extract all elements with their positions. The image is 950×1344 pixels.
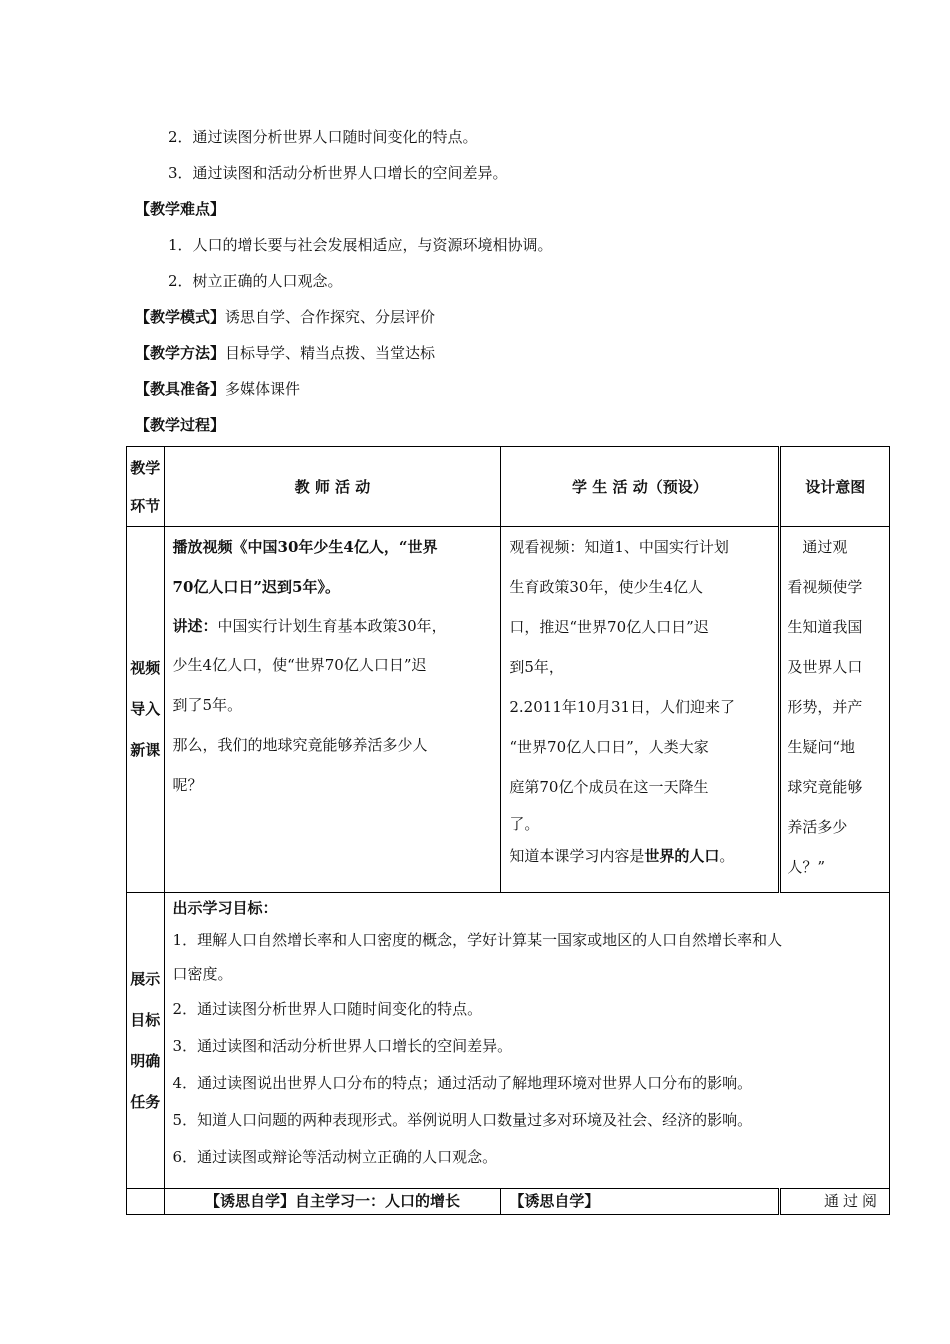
intent-line: 生知道我国 — [787, 618, 863, 636]
stage-line: 导入 — [130, 700, 161, 718]
stage-line: 明确 — [130, 1051, 161, 1070]
stage-line: 展示 — [130, 969, 161, 988]
self-study-student: 【诱思自学】 — [501, 1189, 780, 1215]
teacher-question-line: 呢？ — [172, 776, 203, 794]
objective-line: 3．通过读图和活动分析世界人口增长的空间差异。 — [172, 1037, 513, 1055]
self-study-teacher: 【诱思自学】自主学习一：人口的增长 — [164, 1189, 501, 1215]
teaching-method-value: 目标导学、精当点拨、当堂达标 — [225, 344, 436, 362]
stage-line: 新课 — [130, 741, 161, 759]
difficulty-item-2: 2．树立正确的人口观念。 — [168, 272, 343, 290]
teacher-narration-line: 中国实行计划生育基本政策30年， — [217, 617, 447, 635]
header-stage — [127, 447, 165, 527]
stage-line: 任务 — [130, 1092, 161, 1111]
student-line: “世界70亿人口日”，人类大家 — [509, 738, 709, 756]
table-row-show-objectives — [127, 893, 890, 1189]
learning-objectives-cell — [164, 893, 889, 1189]
student-summary-suffix: 。 — [719, 847, 735, 865]
teaching-tools-label: 【教具准备】 — [135, 380, 226, 398]
teacher-narration — [173, 607, 493, 645]
objectives-title: 出示学习目标： — [172, 899, 278, 917]
teacher-video-title-2: 70亿人口日”迟到5年》。 — [172, 578, 340, 596]
process-heading: 【教学过程】 — [135, 416, 226, 434]
student-line: 2.2011年10月31日，人们迎来了 — [509, 698, 736, 716]
teaching-mode-value: 诱思自学、合作探究、分层评价 — [225, 308, 436, 326]
objective-line: 6．通过读图或辩论等活动树立正确的人口观念。 — [172, 1148, 498, 1166]
teacher-narration-label: 讲述： — [172, 617, 218, 635]
teaching-mode-label: 【教学模式】 — [135, 308, 226, 326]
student-line: 生育政策30年，使少生4亿人 — [509, 578, 704, 596]
header-stage-line2: 环节 — [130, 496, 161, 515]
intent-line: 人？” — [787, 858, 826, 876]
header-teacher-activity: 教 师 活 动 — [164, 447, 501, 527]
student-summary-prefix: 知道本课学习内容是 — [509, 847, 645, 865]
stage-line: 视频 — [130, 659, 161, 677]
design-intent-cell — [780, 527, 890, 893]
teaching-process-table — [126, 446, 890, 1215]
teacher-activity-cell — [164, 527, 501, 893]
teaching-tools-value: 多媒体课件 — [225, 380, 301, 398]
student-summary-topic: 世界的人口 — [644, 847, 720, 865]
objective-line: 4．通过读图说出世界人口分布的特点；通过活动了解地理环境对世界人口分布的影响。 — [172, 1074, 753, 1092]
student-line: 观看视频：知道1、中国实行计划 — [509, 538, 729, 556]
intent-line: 养活多少 — [787, 818, 848, 836]
student-line: 到5年， — [509, 658, 564, 676]
student-summary-line — [509, 841, 770, 871]
self-study-intent: 通过阅 — [780, 1189, 890, 1215]
header-design-intent: 设计意图 — [780, 447, 890, 527]
objective-line: 5．知道人口问题的两种表现形式。举例说明人口数量过多对环境及社会、经济的影响。 — [172, 1111, 753, 1129]
student-line: 口，推迟“世界70亿人口日”迟 — [509, 618, 709, 636]
intent-line: 通过观 — [787, 538, 848, 556]
table-row-self-study — [127, 1189, 890, 1215]
intent-line: 及世界人口 — [787, 658, 863, 676]
objective-line: 2．通过读图分析世界人口随时间变化的特点。 — [172, 1000, 483, 1018]
student-line: 了。 — [509, 815, 540, 833]
intent-line: 看视频使学 — [787, 578, 863, 596]
student-activity-cell — [501, 527, 780, 893]
header-stage-line1: 教学 — [130, 458, 161, 477]
student-line: 庭第70亿个成员在这一天降生 — [509, 778, 709, 796]
table-row-video-intro — [127, 527, 890, 893]
teacher-narration-line: 少生4亿人口，使“世界70亿人口日”迟 — [172, 656, 427, 674]
teaching-tools — [135, 378, 300, 399]
difficulty-heading: 【教学难点】 — [135, 200, 226, 218]
objective-line: 1．理解人口自然增长率和人口密度的概念，学好计算某一国家或地区的人口自然增长率和人 — [172, 931, 783, 949]
intent-line: 生疑问“地 — [787, 738, 856, 756]
objective-line: 口密度。 — [172, 965, 233, 983]
teacher-question-line: 那么，我们的地球究竟能够养活多少人 — [172, 736, 428, 754]
teacher-narration-line: 到了5年。 — [172, 696, 243, 714]
table-header-row — [127, 447, 890, 527]
teacher-video-title-1: 播放视频《中国30年少生4亿人，“世界 — [172, 538, 438, 556]
intro-line-2: 2．通过读图分析世界人口随时间变化的特点。 — [168, 128, 478, 146]
teaching-method-label: 【教学方法】 — [135, 344, 226, 362]
intro-line-3: 3．通过读图和活动分析世界人口增长的空间差异。 — [168, 164, 508, 182]
stage-show-objectives — [127, 893, 165, 1189]
teaching-method — [135, 342, 435, 363]
header-student-activity: 学 生 活 动（预设） — [501, 447, 780, 527]
stage-self-study — [127, 1189, 165, 1215]
intent-line: 形势，并产 — [787, 698, 863, 716]
difficulty-item-1: 1．人口的增长要与社会发展相适应，与资源环境相协调。 — [168, 236, 553, 254]
intent-line: 球究竟能够 — [787, 778, 863, 796]
teaching-mode — [135, 306, 435, 327]
stage-line: 目标 — [130, 1010, 161, 1029]
stage-video-intro — [127, 527, 165, 893]
